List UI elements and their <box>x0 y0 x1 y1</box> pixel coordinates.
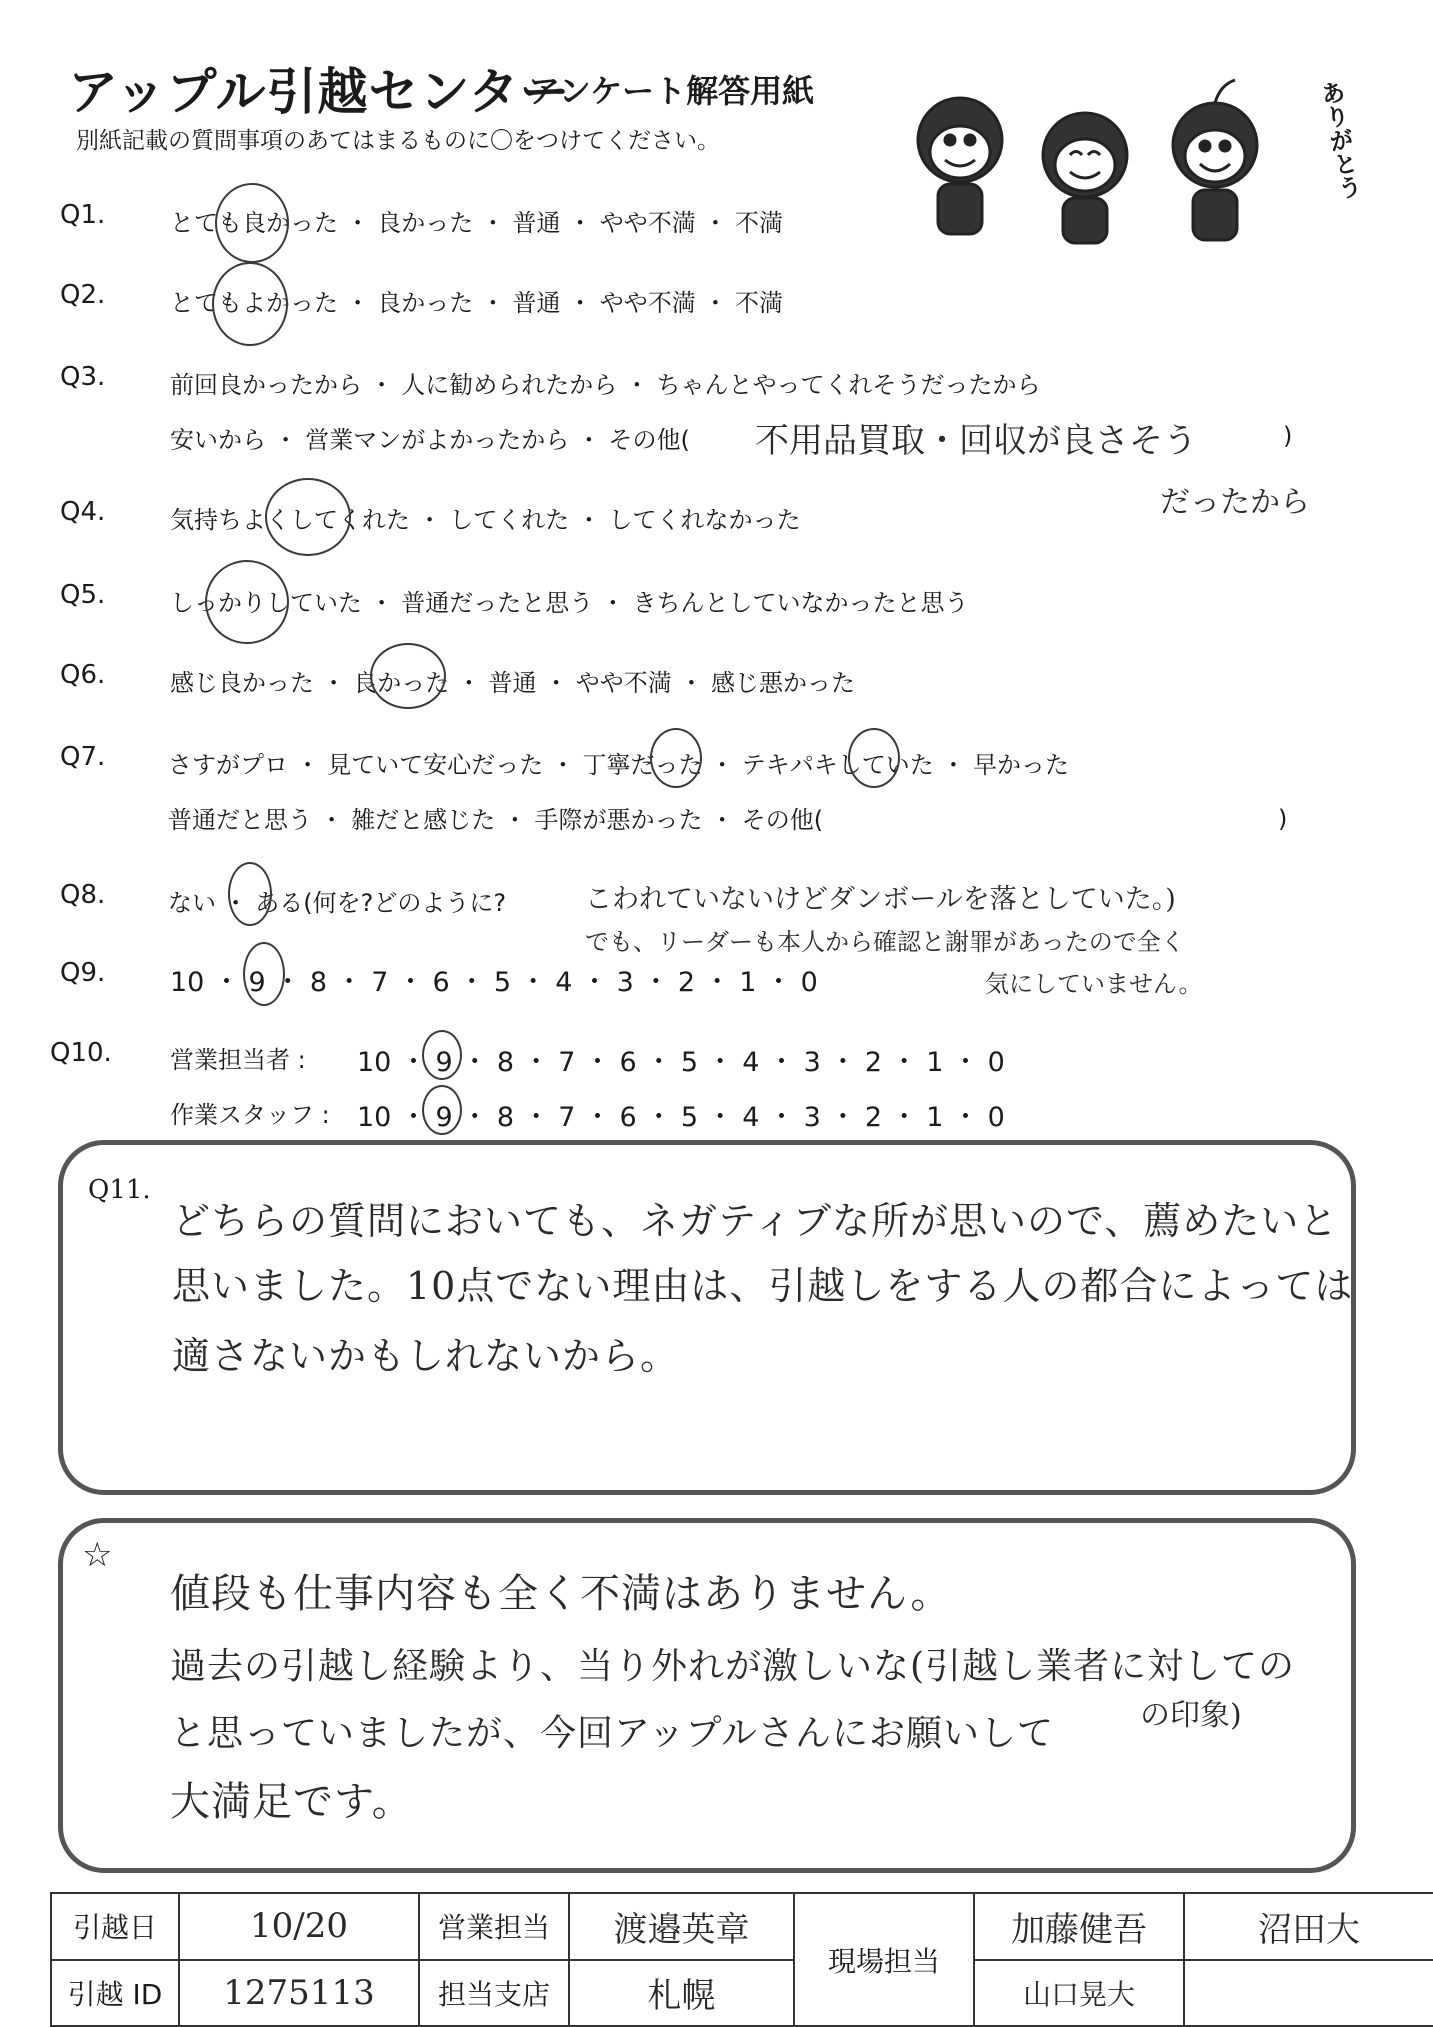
move-date-label: 引越日 <box>51 1893 179 1960</box>
free-comment-note: の印象) <box>1140 1698 1242 1733</box>
answer-circle <box>212 262 288 346</box>
q11-handwritten-line3: 適さないかもしれないから。 <box>172 1334 680 1378</box>
q7-number: Q7. <box>60 742 106 772</box>
footer-info-table <box>50 1892 1433 2027</box>
branch-value: 札幌 <box>569 1960 794 2027</box>
q2-options: とてもよかった ・ 良かった ・ 普通 ・ やや不満 ・ 不満 <box>170 289 784 317</box>
q1-number: Q1. <box>60 200 106 230</box>
q11-handwritten-line1: どちらの質問においても、ネガティブな所が思いので、薦めたいと <box>172 1199 1339 1243</box>
mascot-thanks-text: ありがとう <box>1314 78 1364 202</box>
answer-circle <box>650 728 702 788</box>
answer-circle <box>370 643 446 709</box>
free-comment-line4: 大満足です。 <box>170 1779 413 1825</box>
q9-number: Q9. <box>60 958 106 988</box>
q8-options: ない ・ ある(何を?どのように? <box>168 889 507 917</box>
empty-cell <box>1184 1960 1433 2027</box>
q7-close-paren: ) <box>1278 805 1288 833</box>
answer-circle <box>265 478 351 556</box>
branch-label: 担当支店 <box>419 1960 569 2027</box>
q7-options-line1: さすがプロ ・ 見ていて安心だった ・ 丁寧だった ・ テキパキしていた ・ 早かった <box>168 751 1070 779</box>
answer-circle <box>215 183 289 263</box>
answer-circle <box>848 728 900 788</box>
free-comment-line2: 過去の引越し経験より、当り外れが激しいな(引越し業者に対しての <box>170 1646 1296 1687</box>
move-id-value: 1275113 <box>179 1960 419 2027</box>
site-staff-label: 現場担当 <box>794 1893 974 2026</box>
monkey-icon <box>1173 80 1257 240</box>
q11-handwritten-line2: 思いました。10点でない理由は、引越しをする人の都合によっては <box>172 1264 1354 1308</box>
answer-circle <box>205 560 289 644</box>
monkey-icon <box>918 98 1002 234</box>
sales-staff-value: 渡邉英章 <box>569 1893 794 1960</box>
q1-options: とても良かった ・ 良かった ・ 普通 ・ やや不満 ・ 不満 <box>170 209 784 237</box>
move-id-label: 引越 ID <box>51 1960 179 2027</box>
q10-staff-scale: 10 ・ 9 ・ 8 ・ 7 ・ 6 ・ 5 ・ 4 ・ 3 ・ 2 ・ 1 ・ 0 <box>357 1102 1005 1133</box>
q3-options-line1: 前回良かったから ・ 人に勧められたから ・ ちゃんとやってくれそうだったから <box>170 371 1041 399</box>
q8-number: Q8. <box>60 880 106 910</box>
q6-options: 感じ良かった ・ 良かった ・ 普通 ・ やや不満 ・ 感じ悪かった <box>170 669 856 697</box>
q3-handwritten-other: 不用品買取・回収が良さそう <box>755 421 1197 461</box>
q7-options-line2: 普通だと思う ・ 雑だと感じた ・ 手際が悪かった ・ その他( <box>168 806 824 834</box>
site-staff-value-1: 加藤健吾 <box>974 1893 1184 1960</box>
monkey-mascot-illustration <box>900 60 1310 250</box>
site-staff-value-2: 沼田大 <box>1184 1893 1433 1960</box>
sales-staff-label: 営業担当 <box>419 1893 569 1960</box>
q3-handwritten-other-cont: だったから <box>1160 485 1310 520</box>
q5-options: しっかりしていた ・ 普通だったと思う ・ きちんとしていなかったと思う <box>170 589 969 617</box>
q8-handwritten-line1: こわれていないけどダンボールを落としていた。) <box>585 884 1176 915</box>
q11-number: Q11. <box>88 1175 151 1205</box>
q10-number: Q10. <box>50 1038 112 1068</box>
q2-number: Q2. <box>60 280 106 310</box>
q10-staff-label: 作業スタッフ : <box>170 1101 330 1129</box>
answer-circle <box>228 862 272 926</box>
q8-handwritten-line2: でも、リーダーも本人から確認と謝罪があったので全く <box>585 928 1185 956</box>
free-comment-line1: 値段も仕事内容も全く不満はありません。 <box>170 1571 952 1617</box>
q3-close-paren: ) <box>1283 422 1293 450</box>
answer-circle <box>422 1030 462 1080</box>
q3-options-line2: 安いから ・ 営業マンがよかったから ・ その他( <box>170 426 690 454</box>
site-staff-value-3: 山口晃大 <box>974 1960 1184 2027</box>
q4-options: 気持ちよくしてくれた ・ してくれた ・ してくれなかった <box>170 506 801 534</box>
answer-circle <box>422 1085 462 1135</box>
form-subtitle: アンケート解答用紙 <box>528 72 815 110</box>
q4-number: Q4. <box>60 497 106 527</box>
answer-circle <box>243 942 285 1006</box>
q5-number: Q5. <box>60 580 106 610</box>
form-title: アップル引越センター <box>68 63 571 121</box>
instruction-text: 別紙記載の質問事項のあてはまるものに〇をつけてください。 <box>76 128 720 154</box>
q10-sales-scale: 10 ・ 9 ・ 8 ・ 7 ・ 6 ・ 5 ・ 4 ・ 3 ・ 2 ・ 1 ・ 0 <box>357 1047 1005 1078</box>
star-icon: ☆ <box>82 1535 113 1575</box>
monkey-icon <box>1043 113 1127 243</box>
q10-sales-label: 営業担当者 : <box>170 1046 306 1074</box>
move-date-value: 10/20 <box>179 1893 419 1960</box>
q8-handwritten-line3: 気にしていません。 <box>985 970 1203 998</box>
q9-scale: 10 ・ 9 ・ 8 ・ 7 ・ 6 ・ 5 ・ 4 ・ 3 ・ 2 ・ 1 ・ 0 <box>170 967 818 998</box>
q3-number: Q3. <box>60 362 106 392</box>
q6-number: Q6. <box>60 660 106 690</box>
free-comment-line3: と思っていましたが、今回アップルさんにお願いして <box>170 1713 1055 1754</box>
